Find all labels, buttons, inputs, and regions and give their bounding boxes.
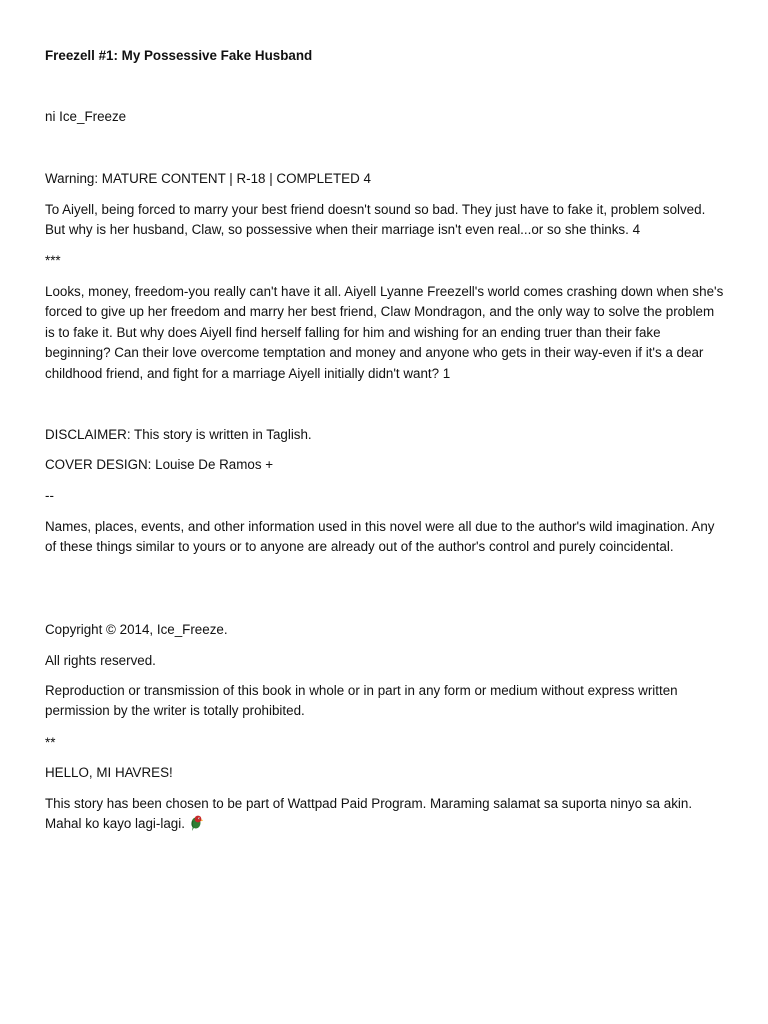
author-line: ni Ice_Freeze (45, 109, 127, 124)
greeting: HELLO, MI HAVRES! (45, 765, 173, 780)
disclaimer: DISCLAIMER: This story is written in Taglish. (45, 427, 312, 442)
long-blurb: Looks, money, freedom-you really can't have it all. Aiyell Lyanne Freezell's world comes crashing down when she's forced to give up her freedom and marry her best friend, Claw Mondragon, and the only way to solve the problem is to fake it. But why does Aiyell find herself falling for him and wishing for an ending truer than their fake beginning? Can their love overcome temptation and money and anyone who gets in their way-even if it's a dear childhood friend, and fight for a marriage Aiyell initially didn't want? 1 (45, 284, 724, 381)
separator-stars-2: ** (45, 735, 56, 750)
fiction-notice: Names, places, events, and other information used in this novel were all due to the author's wild imagination. Any of these things similar to yours or to anyone are already out of the author's control and purely coincidental. (45, 519, 715, 555)
parrot-emoji-icon (187, 814, 205, 832)
warning-line: Warning: MATURE CONTENT | R-18 | COMPLETED 4 (45, 171, 371, 186)
separator-stars-3: *** (45, 253, 61, 268)
cover-design-credit: COVER DESIGN: Louise De Ramos + (45, 457, 274, 472)
document-title: Freezell #1: My Possessive Fake Husband (45, 48, 313, 63)
reproduction-notice: Reproduction or transmission of this book in whole or in part in any form or medium without express written permission by the writer is totally prohibited. (45, 683, 678, 719)
rights-line: All rights reserved. (45, 653, 156, 668)
copyright-line: Copyright © 2014, Ice_Freeze. (45, 622, 228, 637)
thanks-paragraph (45, 794, 725, 835)
separator-dashes: -- (45, 488, 54, 503)
short-blurb: To Aiyell, being forced to marry your best friend doesn't sound so bad. They just have to fake it, problem solved. But why is her husband, Claw, so possessive when their marriage isn't even real...or so she thinks. 4 (45, 202, 706, 238)
thanks-text: This story has been chosen to be part of Wattpad Paid Program. Maraming salamat sa suporta ninyo sa akin. Mahal ko kayo lagi-lagi. (45, 796, 693, 832)
